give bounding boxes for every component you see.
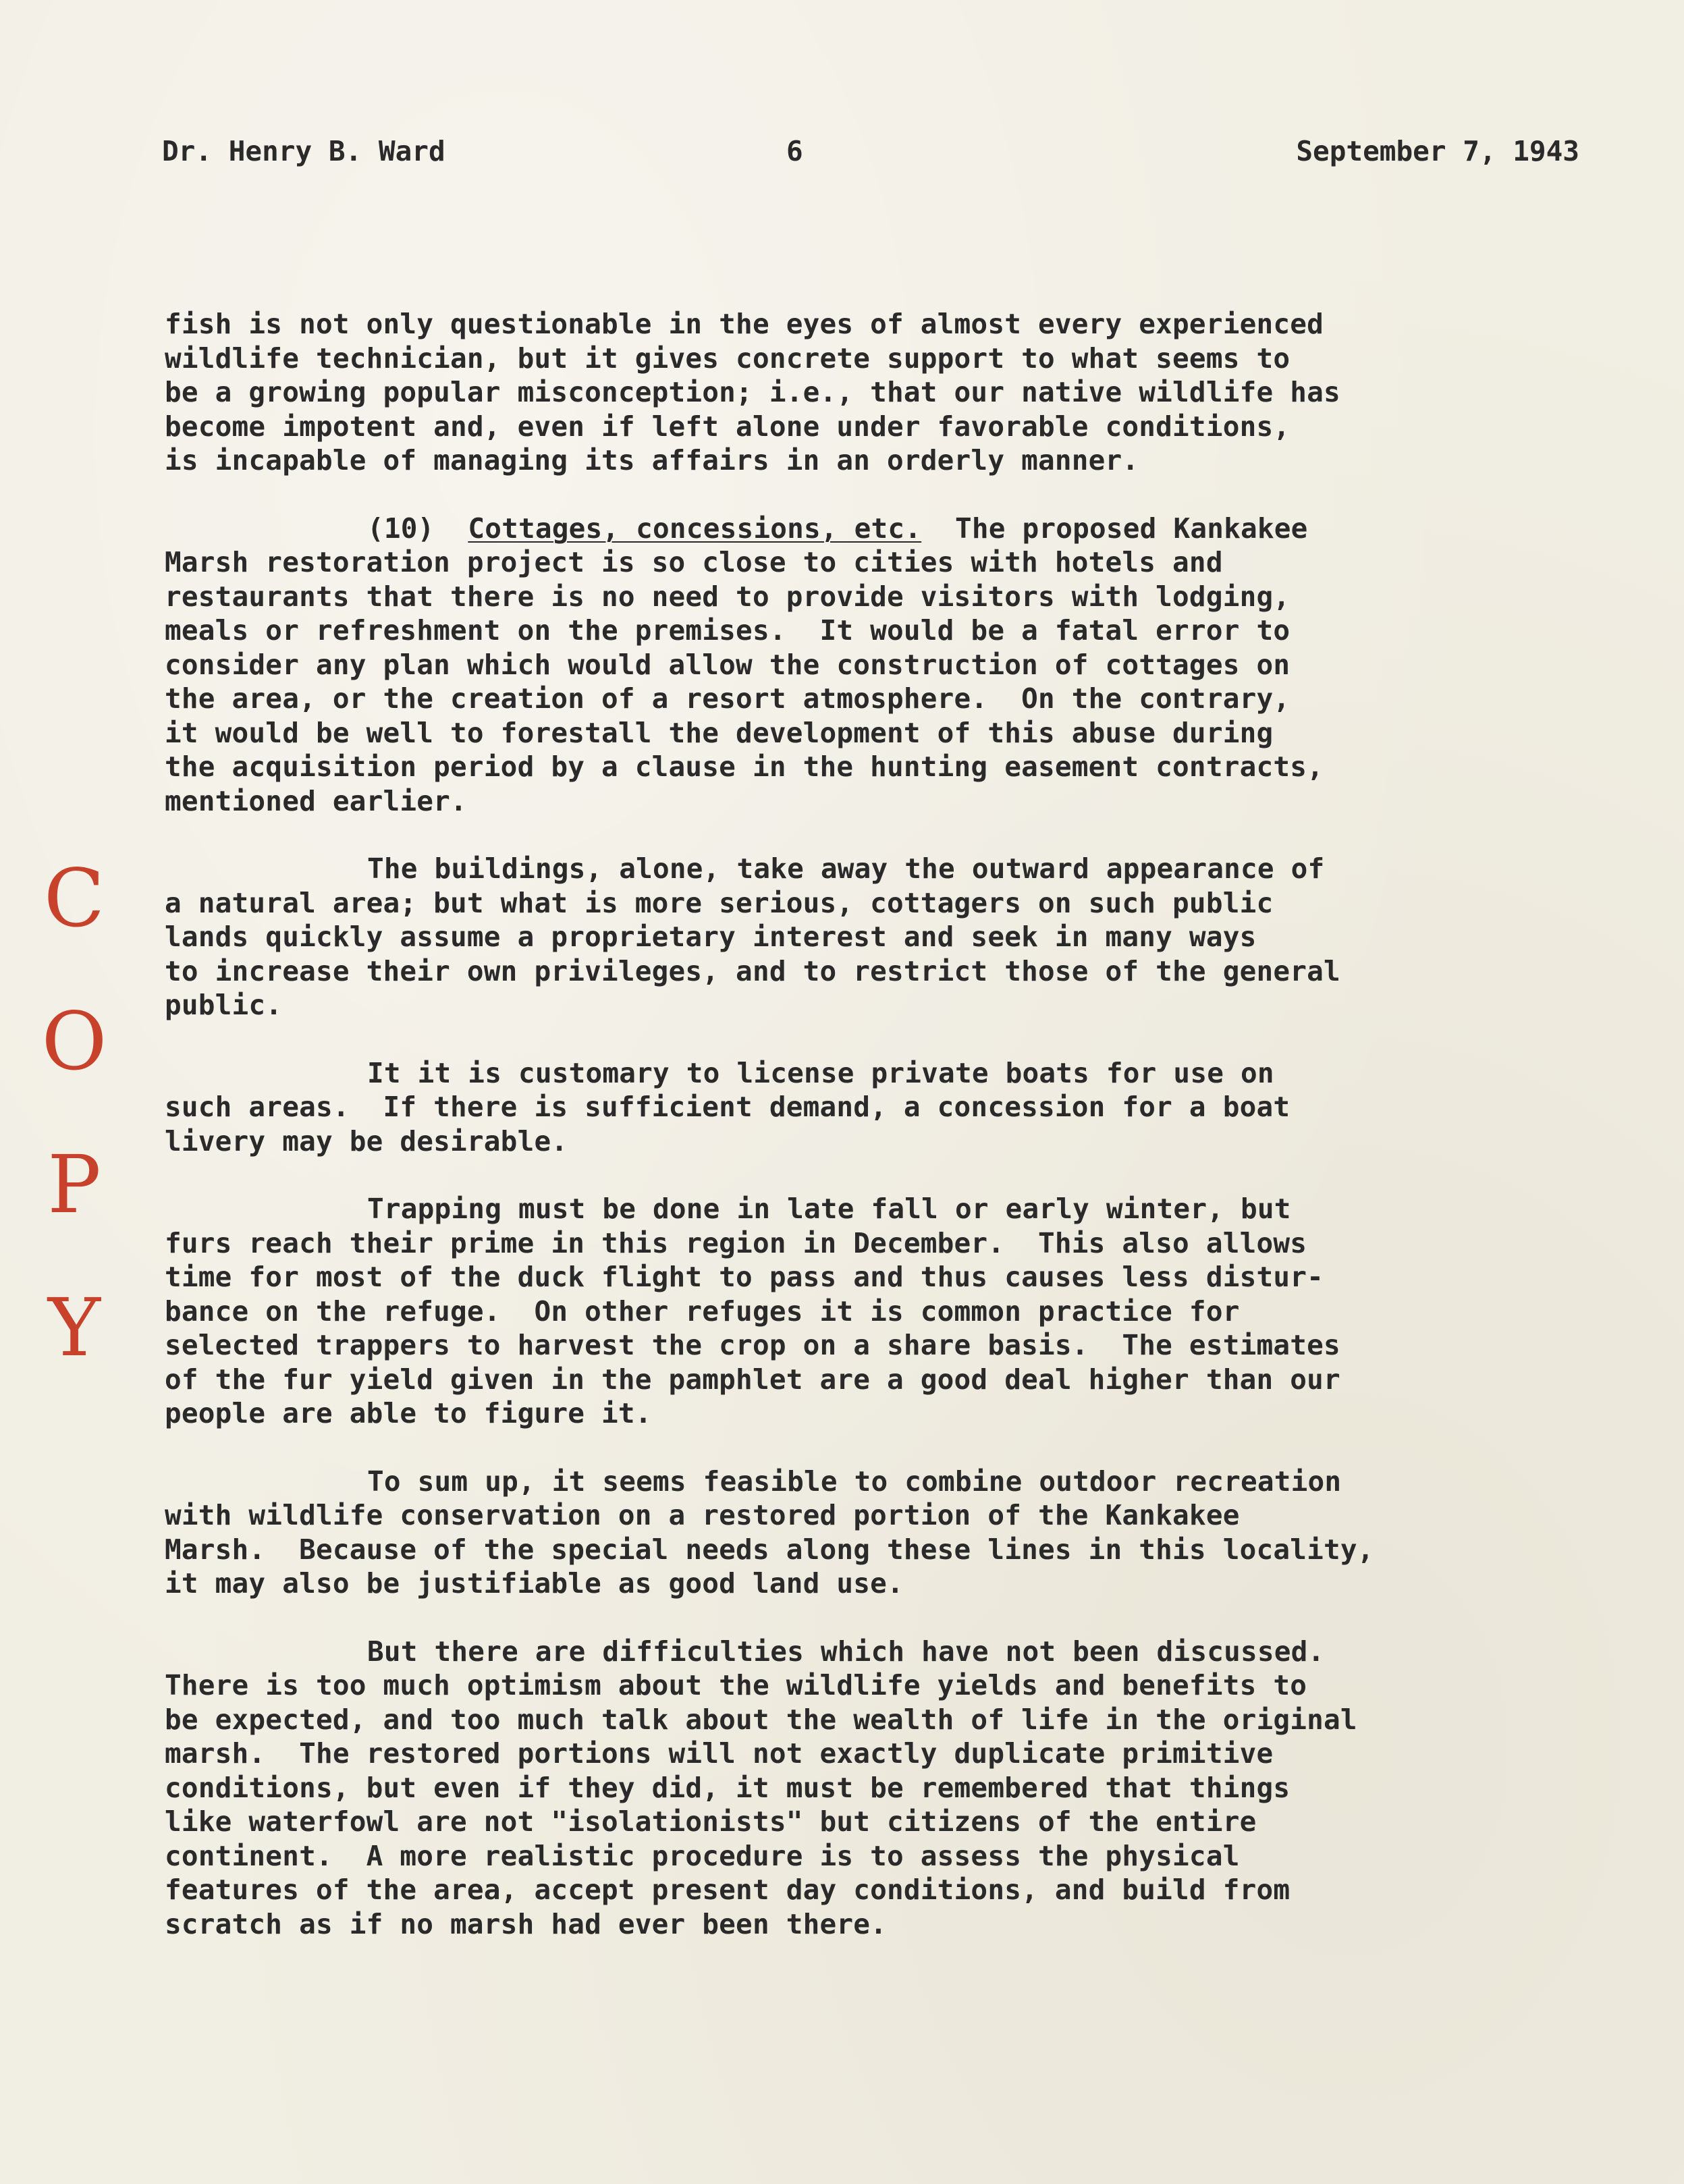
body-paragraph bbox=[165, 1192, 1602, 1431]
text-line: become impotent and, even if left alone under favorable conditions, bbox=[165, 410, 1291, 443]
section-heading: Cottages, concessions, etc. bbox=[468, 512, 922, 545]
letter-date: September 7, 1943 bbox=[1296, 135, 1579, 167]
text-line: be a growing popular misconception; i.e., that our native wildlife has bbox=[165, 376, 1340, 408]
text-line: restaurants that there is no need to provide visitors with lodging, bbox=[165, 580, 1291, 613]
section-heading-line bbox=[165, 512, 1602, 546]
text-line: of the fur yield given in the pamphlet are a good deal higher than our bbox=[165, 1363, 1340, 1396]
copy-stamp-letter: P bbox=[47, 1138, 101, 1231]
text-line: selected trappers to harvest the crop on a share basis. The estimates bbox=[165, 1329, 1340, 1361]
text-line: the area, or the creation of a resort atmosphere. On the contrary, bbox=[165, 682, 1291, 715]
body-paragraph bbox=[165, 1056, 1602, 1159]
text-line: a natural area; but what is more serious, cottagers on such public bbox=[165, 886, 1274, 919]
text-line: marsh. The restored portions will not exactly duplicate primitive bbox=[165, 1737, 1274, 1770]
text-line: such areas. If there is sufficient demand, a concession for a boat bbox=[165, 1091, 1291, 1123]
page-number: 6 bbox=[786, 135, 803, 167]
text-line: Marsh. Because of the special needs along these lines in this locality, bbox=[165, 1533, 1374, 1566]
text-line: fish is not only questionable in the eyes of almost every experienced bbox=[165, 308, 1324, 340]
text-line: conditions, but even if they did, it must be remembered that things bbox=[165, 1771, 1291, 1804]
text-line: There is too much optimism about the wildlife yields and benefits to bbox=[165, 1669, 1307, 1701]
copy-stamp-letter: C bbox=[43, 852, 105, 945]
text-line: scratch as if no marsh had ever been there. bbox=[165, 1907, 888, 1940]
text-line: It it is customary to license private boats for use on bbox=[367, 1056, 1274, 1089]
text-line: Trapping must be done in late fall or early winter, but bbox=[367, 1193, 1291, 1225]
text-line: it would be well to forestall the development of this abuse during bbox=[165, 716, 1274, 749]
body-paragraph bbox=[165, 307, 1602, 478]
text-line: But there are difficulties which have not been discussed. bbox=[367, 1635, 1325, 1668]
text-line: livery may be desirable. bbox=[165, 1124, 568, 1157]
text-line: wildlife technician, but it gives concrete support to what seems to bbox=[165, 342, 1291, 375]
text-line: meals or refreshment on the premises. It would be a fatal error to bbox=[165, 614, 1291, 647]
body-paragraph bbox=[165, 1465, 1602, 1601]
text-line: it may also be justifiable as good land use. bbox=[165, 1567, 904, 1600]
body-paragraph bbox=[165, 1635, 1602, 1942]
text-line: like waterfowl are not "isolationists" but citizens of the entire bbox=[165, 1805, 1257, 1838]
text-line: continent. A more realistic procedure is to assess the physical bbox=[165, 1839, 1240, 1872]
text-line: to increase their own privileges, and to restrict those of the general bbox=[165, 954, 1340, 987]
text-line: lands quickly assume a proprietary interest and seek in many ways bbox=[165, 921, 1257, 953]
text-line: mentioned earlier. bbox=[165, 784, 467, 817]
letter-body bbox=[165, 307, 1602, 1975]
text-line: time for most of the duck flight to pass and thus causes less distur- bbox=[165, 1261, 1324, 1293]
text-line: is incapable of managing its affairs in an orderly manner. bbox=[165, 444, 1139, 476]
text-line: bance on the refuge. On other refuges it is common practice for bbox=[165, 1294, 1240, 1328]
text-line: To sum up, it seems feasible to combine outdoor recreation bbox=[367, 1465, 1342, 1498]
recipient-name: Dr. Henry B. Ward bbox=[162, 135, 445, 167]
copy-stamp-letter: O bbox=[41, 995, 107, 1088]
body-paragraph bbox=[165, 852, 1602, 1022]
copy-stamp bbox=[37, 827, 111, 1399]
text-line: people are able to figure it. bbox=[165, 1397, 652, 1429]
text-line: features of the area, accept present day conditions, and build from bbox=[165, 1874, 1291, 1906]
text-line: furs reach their prime in this region in December. This also allows bbox=[165, 1226, 1307, 1259]
text-line: consider any plan which would allow the construction of cottages on bbox=[165, 648, 1291, 681]
section-number: (10) bbox=[367, 512, 468, 545]
text-line: The buildings, alone, take away the outward appearance of bbox=[367, 852, 1325, 885]
text-line: public. bbox=[165, 989, 283, 1021]
section-heading-continuation: The proposed Kankakee bbox=[921, 512, 1308, 545]
text-line: the acquisition period by a clause in the hunting easement contracts, bbox=[165, 750, 1324, 783]
copy-stamp-letter: Y bbox=[48, 1281, 101, 1374]
text-line: be expected, and too much talk about the wealth of life in the original bbox=[165, 1703, 1357, 1736]
text-line: with wildlife conservation on a restored portion of the Kankakee bbox=[165, 1499, 1240, 1531]
body-paragraph bbox=[165, 512, 1602, 819]
letter-header bbox=[162, 135, 1579, 175]
text-line: Marsh restoration project is so close to cities with hotels and bbox=[165, 546, 1223, 578]
